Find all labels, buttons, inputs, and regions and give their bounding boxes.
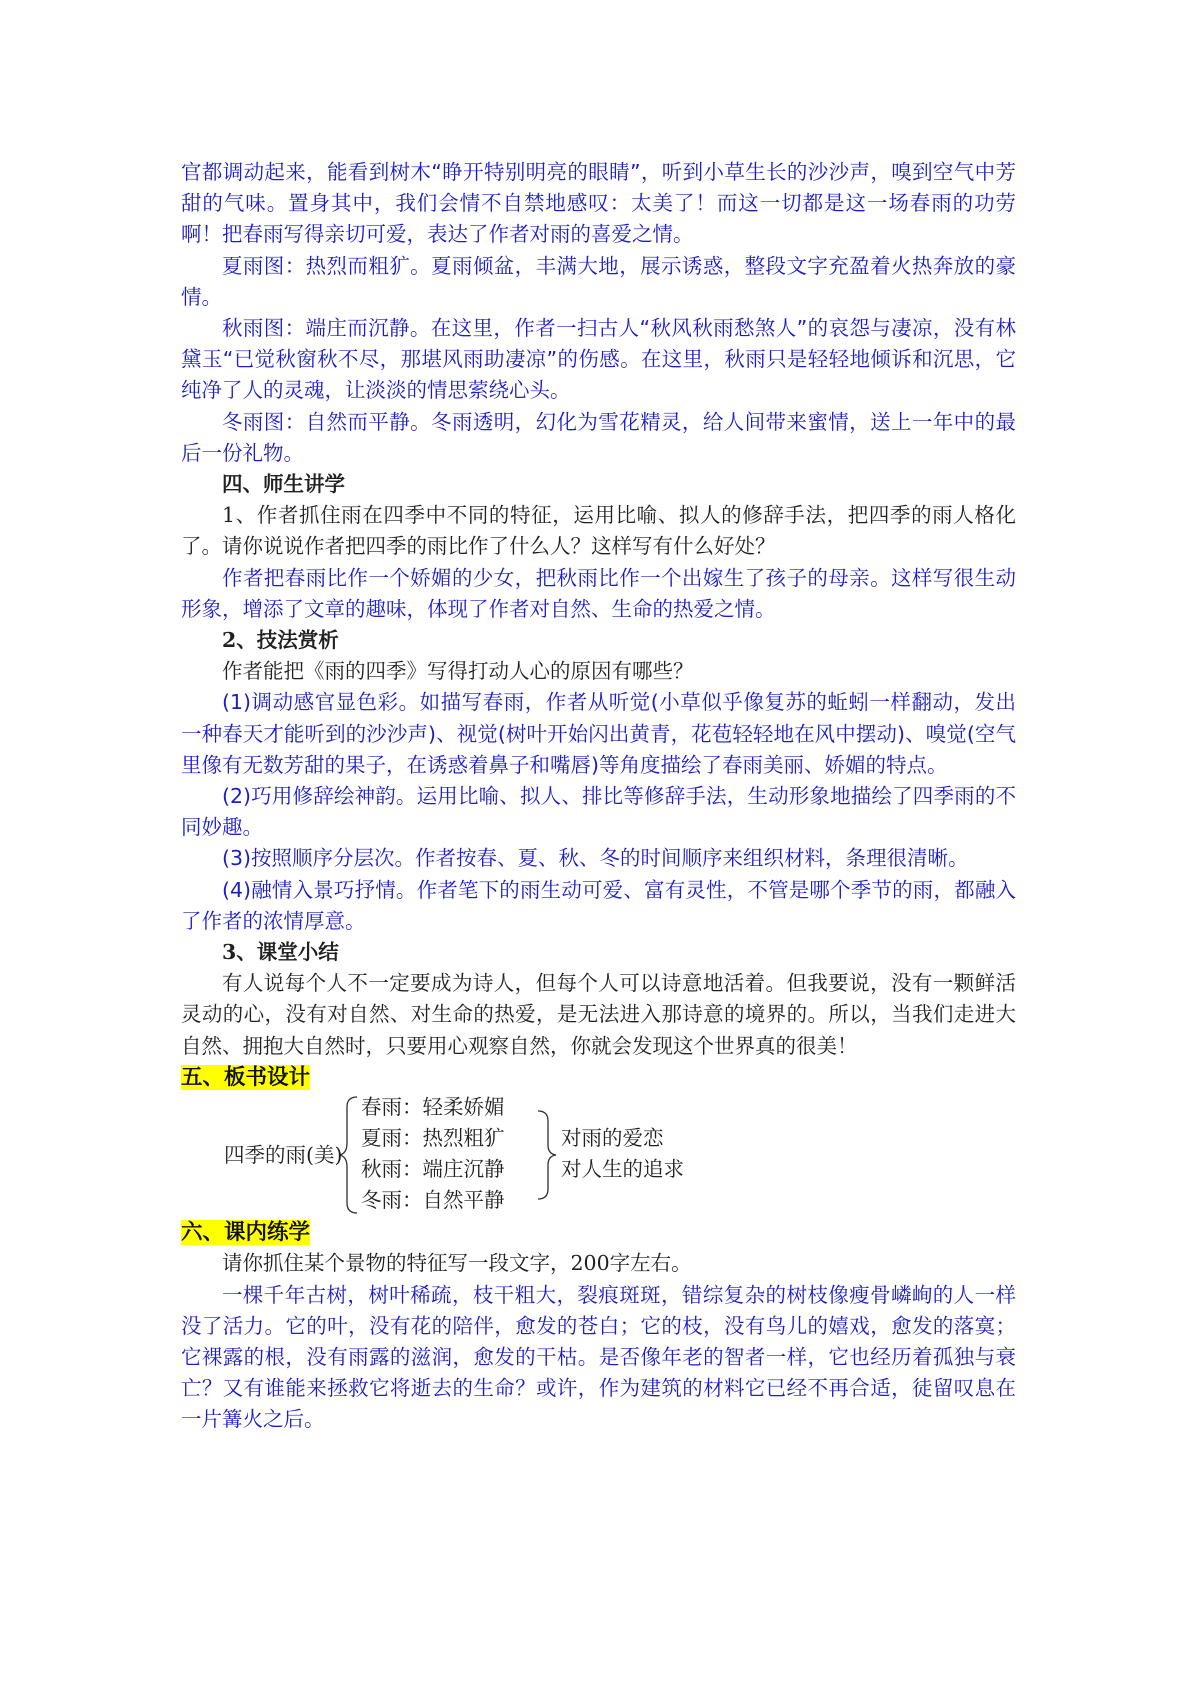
board-item-spring: 春雨：轻柔娇媚 (361, 1095, 505, 1120)
paragraph-autumn-rain: 秋雨图：端庄而沉静。在这里，作者一扫古人“秋风秋雨愁煞人”的哀怨与凄凉，没有林黛玉“已觉秋窗秋不尽，那堪风雨助凄凉”的伤感。在这里，秋雨只是轻轻地倾诉和沉思，它纯净了人的灵魂，让淡淡的情思萦绕心头。 (181, 316, 1016, 403)
section-6-heading (181, 1217, 1016, 1248)
answer-point-3: (3)按照顺序分层次。作者按春、夏、秋、冬的时间顺序来组织材料，条理很清晰。 (222, 846, 969, 871)
board-item-autumn: 秋雨：端庄沉静 (361, 1157, 505, 1182)
paragraph-spring-continued: 官都调动起来，能看到树木“睁开特别明亮的眼睛”，听到小草生长的沙沙声，嗅到空气中芳甜的气味。置身其中，我们会情不自禁地感叹：太美了！而这一切都是这一场春雨的功劳啊！把春雨写得亲切可爱，表达了作者对雨的喜爱之情。 (181, 160, 1016, 247)
board-design (181, 1093, 1016, 1217)
question-1: 1、作者抓住雨在四季中不同的特征，运用比喻、拟人的修辞手法，把四季的雨人格化了。请你说说作者把四季的雨比作了什么人？这样写有什么好处？ (181, 503, 1016, 559)
board-item-winter: 冬雨：自然平静 (361, 1188, 505, 1213)
answer-1: 作者把春雨比作一个娇媚的少女，把秋雨比作一个出嫁生了孩子的母亲。这样写很生动形象，增添了文章的趣味，体现了作者对自然、生命的热爱之情。 (181, 565, 1016, 621)
answer-point-2: (2)巧用修辞绘神韵。运用比喻、拟人、排比等修辞手法，生动形象地描绘了四季雨的不同妙趣。 (181, 784, 1016, 840)
exercise-answer: 一棵千年古树，树叶稀疏，枝干粗大，裂痕斑斑，错综复杂的树枝像瘦骨嶙峋的人一样没了活力。它的叶，没有花的陪伴，愈发的苍白；它的枝，没有鸟儿的嬉戏，愈发的落寞；它裸露的根，没有雨露的滋润，愈发的干枯。是否像年老的智者一样，它也经历着孤独与衰亡？又有谁能来拯救它将逝去的生命？或许，作为建筑的材料它已经不再合适，徒留叹息在一片篝火之后。 (181, 1282, 1016, 1432)
answer-point-1: (1)调动感官显色彩。如描写春雨，作者从听觉(小草似乎像复苏的蚯蚓一样翻动，发出一种春天才能听到的沙沙声)、视觉(树叶开始闪出黄青，花苞轻轻地在风中摆动)、嗅觉(空气里像有无数芳甜的果子，在诱惑着鼻子和嘴唇)等角度描绘了春雨美丽、娇媚的特点。 (181, 690, 1016, 777)
answer-point-4: (4)融情入景巧抒情。作者笔下的雨生动可爱、富有灵性，不管是哪个季节的雨，都融入了作者的浓情厚意。 (181, 877, 1016, 933)
board-item-summer: 夏雨：热烈粗犷 (361, 1126, 505, 1151)
board-right-love: 对雨的爱恋 (561, 1126, 664, 1151)
paragraph-summer-rain: 夏雨图：热烈而粗犷。夏雨倾盆，丰满大地，展示诱惑，整段文字充盈着火热奔放的豪情。 (181, 253, 1016, 309)
class-summary: 有人说每个人不一定要成为诗人，但每个人可以诗意地活着。但我要说，没有一颗鲜活灵动的心，没有对自然、对生命的热爱，是无法进入那诗意的境界的。所以，当我们走进大自然、拥抱大自然时，只要用心观察自然，你就会发现这个世界真的很美！ (181, 971, 1016, 1058)
question-2: 作者能把《雨的四季》写得打动人心的原因有哪些？ (222, 659, 694, 684)
subheading-summary: 3、课堂小结 (222, 940, 339, 965)
section-6-heading-text: 六、课内练学 (181, 1220, 311, 1246)
board-right-pursuit: 对人生的追求 (561, 1157, 684, 1182)
section-5-heading-text: 五、板书设计 (181, 1064, 311, 1090)
paragraph-winter-rain: 冬雨图：自然而平静。冬雨透明，幻化为雪花精灵，给人间带来蜜情，送上一年中的最后一份礼物。 (181, 409, 1016, 465)
document-page (181, 157, 1016, 1436)
exercise-prompt: 请你抓住某个景物的特征写一段文字，200字左右。 (222, 1251, 692, 1276)
section-5-heading (181, 1062, 1016, 1093)
board-root-label: 四季的雨(美) (224, 1143, 343, 1168)
section-4-heading: 四、师生讲学 (222, 472, 345, 497)
subheading-technique: 2、技法赏析 (222, 628, 339, 653)
